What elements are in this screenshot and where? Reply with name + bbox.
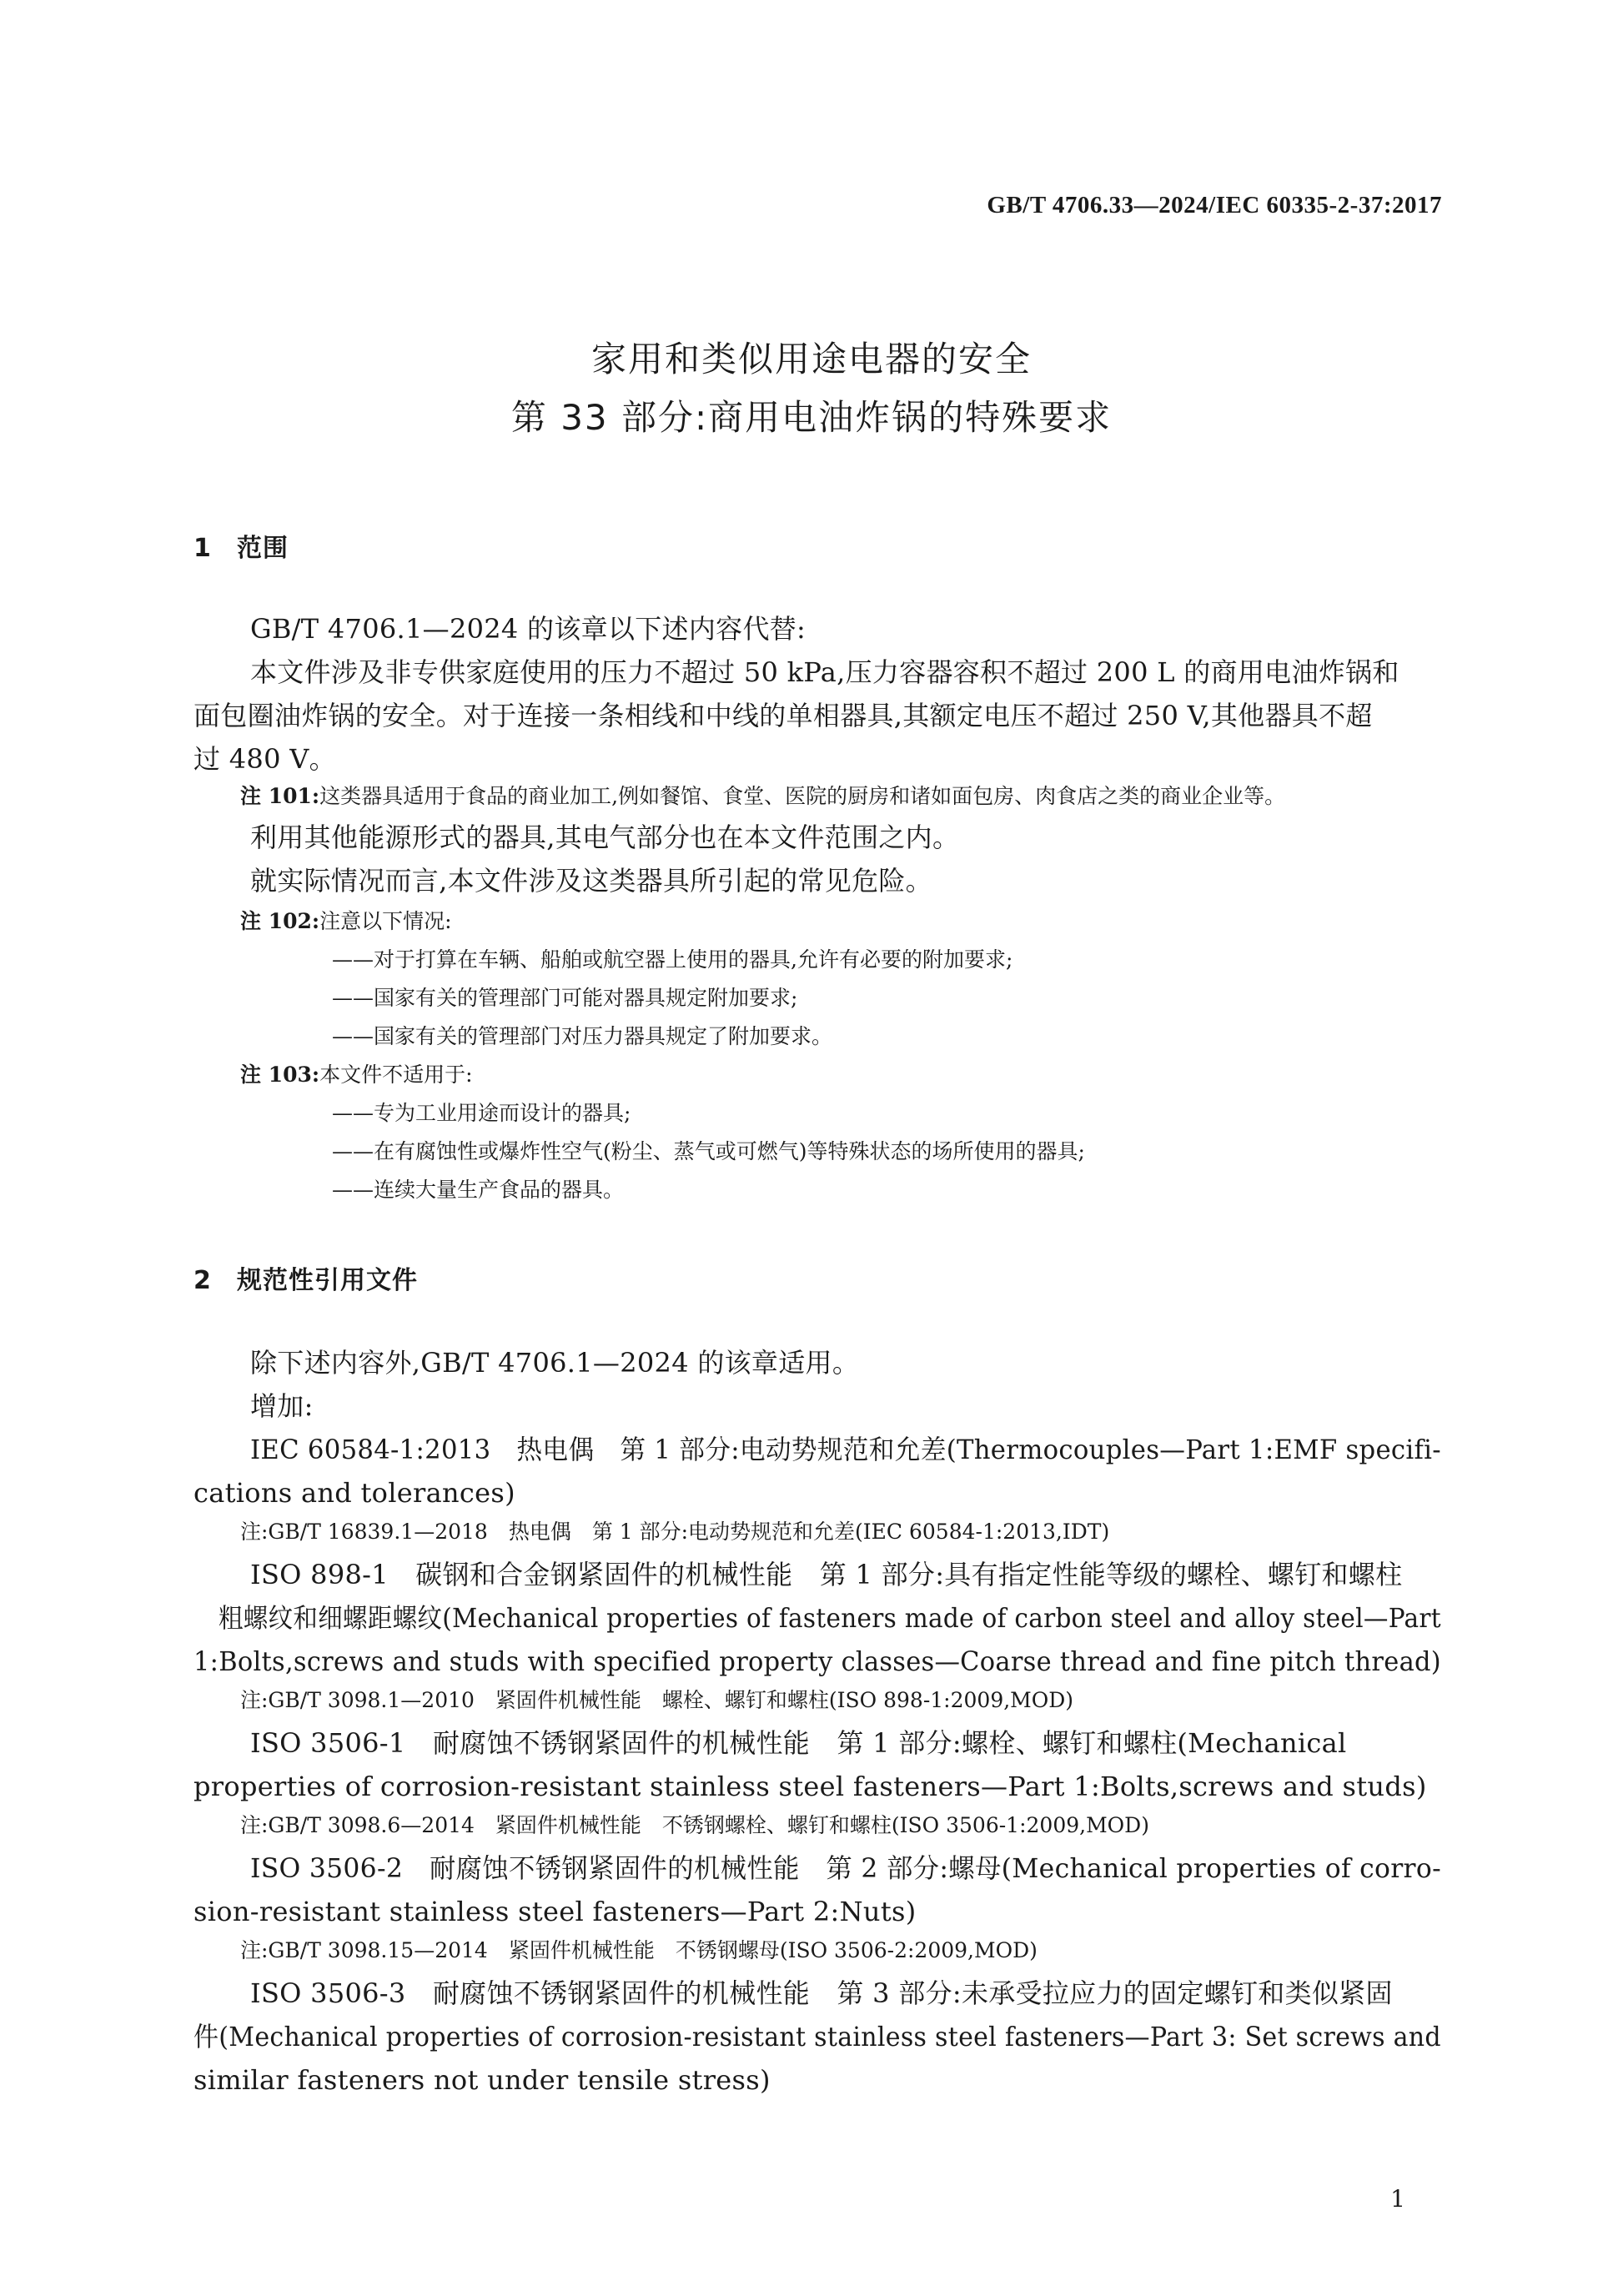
section-number: 2	[193, 1266, 212, 1295]
note-list-item: ——专为工业用途而设计的器具;	[332, 1101, 631, 1125]
section-2-intro: 除下述内容外,GB/T 4706.1—2024 的该章适用。	[250, 1347, 860, 1379]
standard-code: GB/T 4706.33—2024/IEC 60335-2-37:2017	[987, 192, 1442, 219]
reference-line: ISO 3506-1 耐腐蚀不锈钢紧固件的机械性能 第 1 部分:螺栓、螺钉和螺柱(Mechanical	[250, 1727, 1347, 1759]
reference-line: 1:Bolts,screws and studs with specified property classes—Coarse thread and fine pitch thread)	[193, 1645, 1441, 1677]
reference-line: IEC 60584-1:2013 热电偶 第 1 部分:电动势规范和允差(Thermocouples—Part 1:EMF specifi-	[250, 1434, 1441, 1465]
reference-line: 件(Mechanical properties of corrosion-resistant stainless steel fasteners—Part 3: Set screws and	[193, 2021, 1441, 2052]
section-1-heading	[193, 527, 289, 564]
section-1-intro: GB/T 4706.1—2024 的该章以下述内容代替:	[250, 613, 806, 645]
reference-line: ISO 3506-2 耐腐蚀不锈钢紧固件的机械性能 第 2 部分:螺母(Mechanical properties of corro-	[250, 1852, 1441, 1884]
document-title-line2: 第 33 部分:商用电油炸锅的特殊要求	[510, 397, 1113, 438]
reference-line: sion-resistant stainless steel fasteners—Part 2:Nuts)	[193, 1896, 917, 1927]
note-103	[240, 1056, 473, 1094]
note-list-item: ——对于打算在车辆、船舶或航空器上使用的器具,允许有必要的附加要求;	[332, 947, 1013, 972]
reference-line: ISO 3506-3 耐腐蚀不锈钢紧固件的机械性能 第 3 部分:未承受拉应力的固定螺钉和类似紧固	[250, 1977, 1393, 2009]
reference-line: cations and tolerances)	[193, 1477, 515, 1509]
reference-note: 注:GB/T 16839.1—2018 热电偶 第 1 部分:电动势规范和允差(IEC 60584-1:2013,IDT)	[240, 1520, 1110, 1544]
page-number: 1	[1390, 2185, 1405, 2213]
note-list-item: ——在有腐蚀性或爆炸性空气(粉尘、蒸气或可燃气)等特殊状态的场所使用的器具;	[332, 1139, 1085, 1163]
note-label: 注 103:	[240, 1063, 320, 1087]
note-text: 这类器具适用于食品的商业加工,例如餐馆、食堂、医院的厨房和诸如面包房、肉食店之类的商业企业等。	[319, 784, 1286, 808]
reference-line: ISO 898-1 碳钢和合金钢紧固件的机械性能 第 1 部分:具有指定性能等级的螺栓、螺钉和螺柱	[250, 1559, 1403, 1590]
note-label: 注 101:	[240, 784, 320, 808]
section-title: 范围	[237, 534, 289, 563]
section-title: 规范性引用文件	[237, 1266, 418, 1295]
reference-line: 粗螺纹和细螺距螺纹(Mechanical properties of fasteners made of carbon steel and alloy steel—Part	[219, 1602, 1441, 1634]
reference-note: 注:GB/T 3098.15—2014 紧固件机械性能 不锈钢螺母(ISO 3506-2:2009,MOD)	[240, 1938, 1038, 1962]
note-list-item: ——国家有关的管理部门可能对器具规定附加要求;	[332, 986, 798, 1010]
scope-paragraph-line: 本文件涉及非专供家庭使用的压力不超过 50 kPa,压力容器容积不超过 200 L 的商用电油炸锅和	[250, 656, 1399, 688]
note-list-item: ——连续大量生产食品的器具。	[332, 1178, 625, 1202]
scope-paragraph-line: 过 480 V。	[193, 743, 336, 775]
addition-label: 增加:	[250, 1390, 314, 1422]
reference-note: 注:GB/T 3098.1—2010 紧固件机械性能 螺栓、螺钉和螺柱(ISO 898-1:2009,MOD)	[240, 1688, 1074, 1712]
note-101	[240, 777, 1285, 816]
reference-line: properties of corrosion-resistant stainless steel fasteners—Part 1:Bolts,screws and studs)	[193, 1771, 1427, 1802]
scope-paragraph-line: 面包圈油炸锅的安全。对于连接一条相线和中线的单相器具,其额定电压不超过 250 V,其他器具不超	[193, 700, 1373, 731]
note-102	[240, 902, 452, 941]
document-title-line1: 家用和类似用途电器的安全	[590, 339, 1032, 379]
reference-line: similar fasteners not under tensile stress)	[193, 2064, 771, 2096]
note-text: 注意以下情况:	[319, 909, 452, 933]
note-label: 注 102:	[240, 909, 320, 933]
reference-note: 注:GB/T 3098.6—2014 紧固件机械性能 不锈钢螺栓、螺钉和螺柱(ISO 3506-1:2009,MOD)	[240, 1813, 1149, 1837]
note-list-item: ——国家有关的管理部门对压力器具规定了附加要求。	[332, 1024, 833, 1048]
note-text: 本文件不适用于:	[319, 1063, 473, 1087]
scope-paragraph: 利用其他能源形式的器具,其电气部分也在本文件范围之内。	[250, 821, 960, 853]
section-number: 1	[193, 534, 212, 563]
section-2-heading	[193, 1259, 418, 1296]
scope-paragraph: 就实际情况而言,本文件涉及这类器具所引起的常见危险。	[250, 865, 932, 897]
